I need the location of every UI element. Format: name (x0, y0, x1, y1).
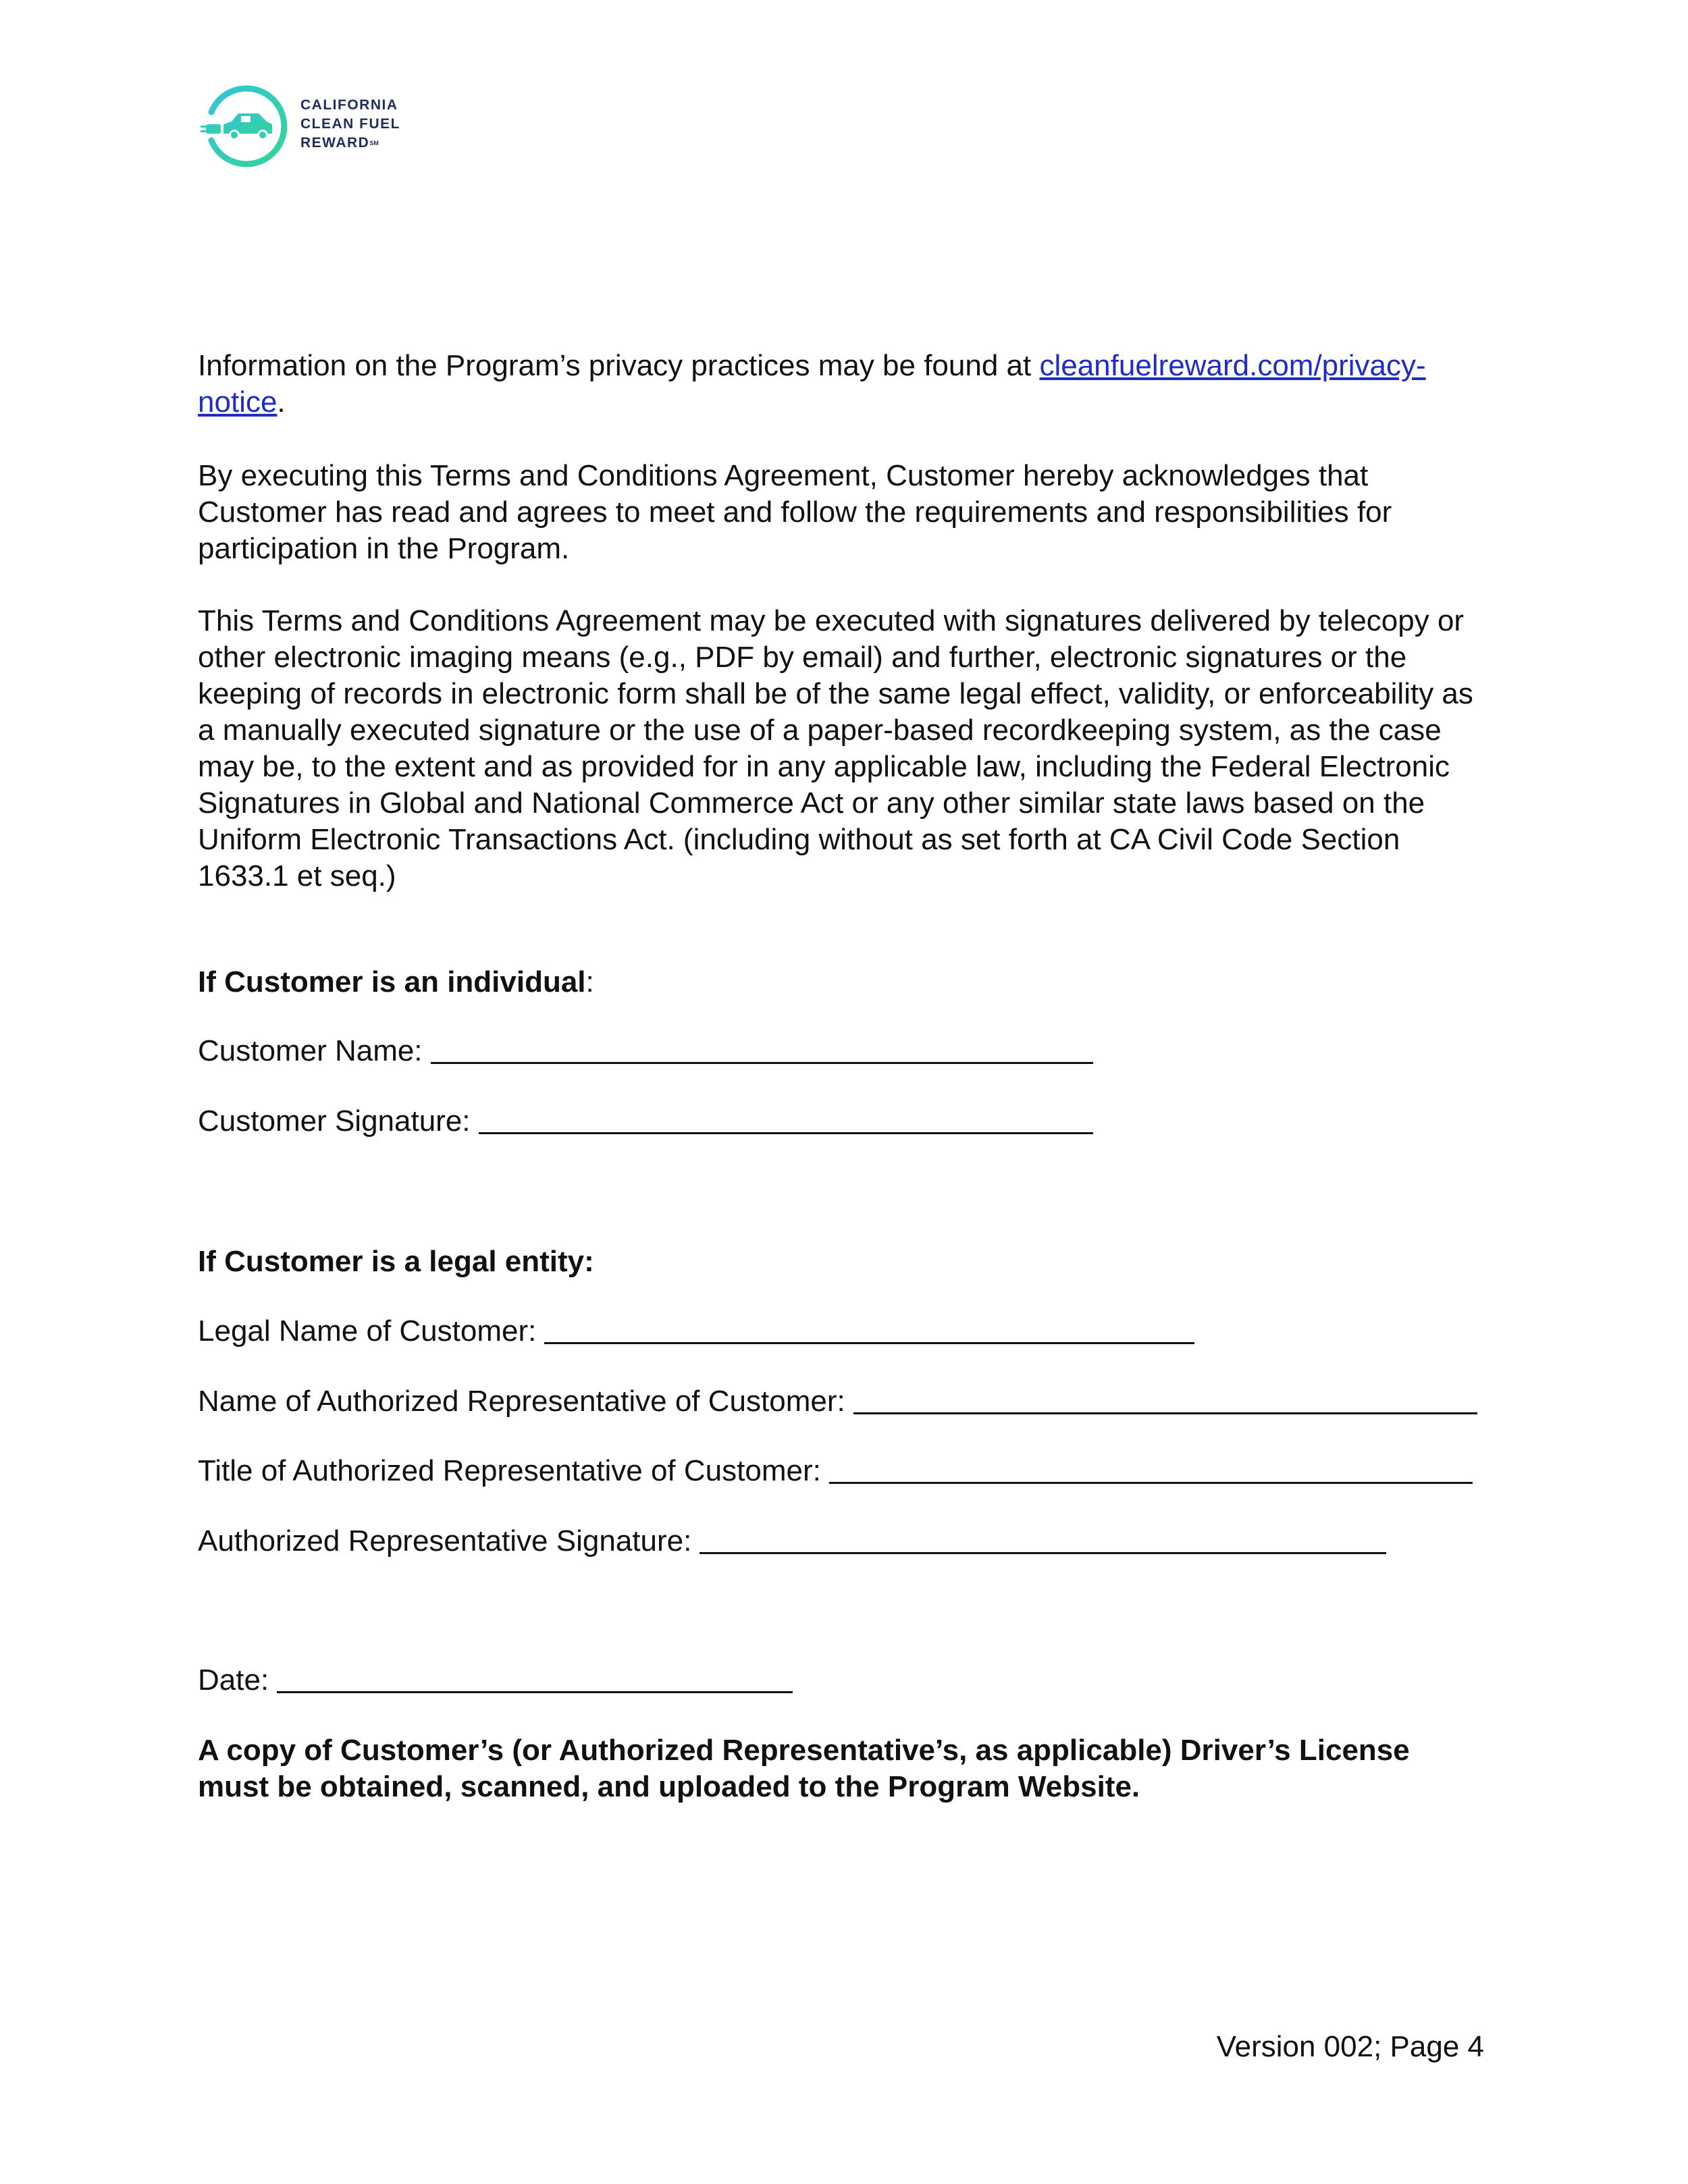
logo-line-3: REWARD (300, 135, 370, 151)
rep-title-label: Title of Authorized Representative of Customer: (198, 1454, 821, 1487)
logo-line-2: CLEAN FUEL (300, 116, 400, 132)
rep-signature-blank[interactable] (700, 1552, 1386, 1554)
privacy-period: . (277, 385, 286, 419)
rep-name-field (198, 1383, 1477, 1420)
rep-title-field (198, 1453, 1473, 1489)
legal-name-field (198, 1313, 1194, 1350)
customer-signature-field (198, 1103, 1093, 1140)
privacy-text: Information on the Program’s privacy practices may be found at (198, 349, 1040, 382)
esignature-text: signatures delivered by telecopy or other electronic imaging means (e.g., PDF by email) and further, electronic signatures or the keeping of records in electronic form shall be of the same legal effect, validity, or enforceability as a manually executed signature or the use of a paper-based recordkeeping system, as the case may be, to the extent and as provided for in any applicable law, including the Federal Electronic Signatures in Global and National Commerce Act or any other similar state laws based on the Uniform Electronic Transactions Act. (including without as set forth at CA Civil Code Section 1633.1 et seq.) (198, 604, 1473, 893)
rep-name-label: Name of Authorized Representative of Customer: (198, 1385, 845, 1418)
legal-name-label: Legal Name of Customer: (198, 1314, 537, 1348)
rep-name-blank[interactable] (853, 1412, 1477, 1414)
customer-signature-label: Customer Signature: (198, 1104, 471, 1138)
logo-line-1: CALIFORNIA (300, 97, 398, 113)
electric-car-plug-icon (199, 80, 290, 171)
individual-heading-colon: : (585, 965, 594, 998)
date-label: Date: (198, 1663, 269, 1697)
logo-wordmark (300, 96, 400, 153)
customer-name-field (198, 1033, 1093, 1069)
page-footer-version: Version 002; Page 4 (1216, 2030, 1484, 2063)
legal-name-blank[interactable] (544, 1342, 1194, 1344)
individual-heading (198, 964, 594, 1001)
privacy-notice-link[interactable]: cleanfuelreward.com/privacy-notice (198, 349, 1426, 419)
rep-title-blank[interactable] (829, 1482, 1473, 1484)
privacy-paragraph (198, 348, 1487, 421)
individual-heading-text: If Customer is an individual (198, 965, 586, 998)
esignature-paragraph (198, 603, 1487, 895)
customer-name-label: Customer Name: (198, 1034, 423, 1067)
rep-signature-label: Authorized Representative Signature: (198, 1524, 692, 1557)
date-blank[interactable] (277, 1691, 793, 1693)
service-mark: SM (369, 140, 379, 147)
acknowledgement-paragraph: By executing this Terms and Conditions Agreement, Customer hereby acknowledges that Customer has read and agrees to meet and follow the requirements and responsibilities for participation in the Program. (198, 459, 1392, 565)
date-field (198, 1662, 793, 1699)
customer-signature-blank[interactable] (479, 1132, 1093, 1134)
rep-signature-field (198, 1523, 1386, 1560)
esignature-lead: This Terms and Conditions Agreement may be executed with (198, 604, 997, 637)
program-logo (199, 80, 442, 171)
entity-heading: If Customer is a legal entity: (198, 1245, 594, 1278)
license-notice: A copy of Customer’s (or Authorized Representative’s, as applicable) Driver’s License must be obtained, scanned, and uploaded to the Program Website. (198, 1734, 1410, 1803)
customer-name-blank[interactable] (431, 1062, 1093, 1064)
